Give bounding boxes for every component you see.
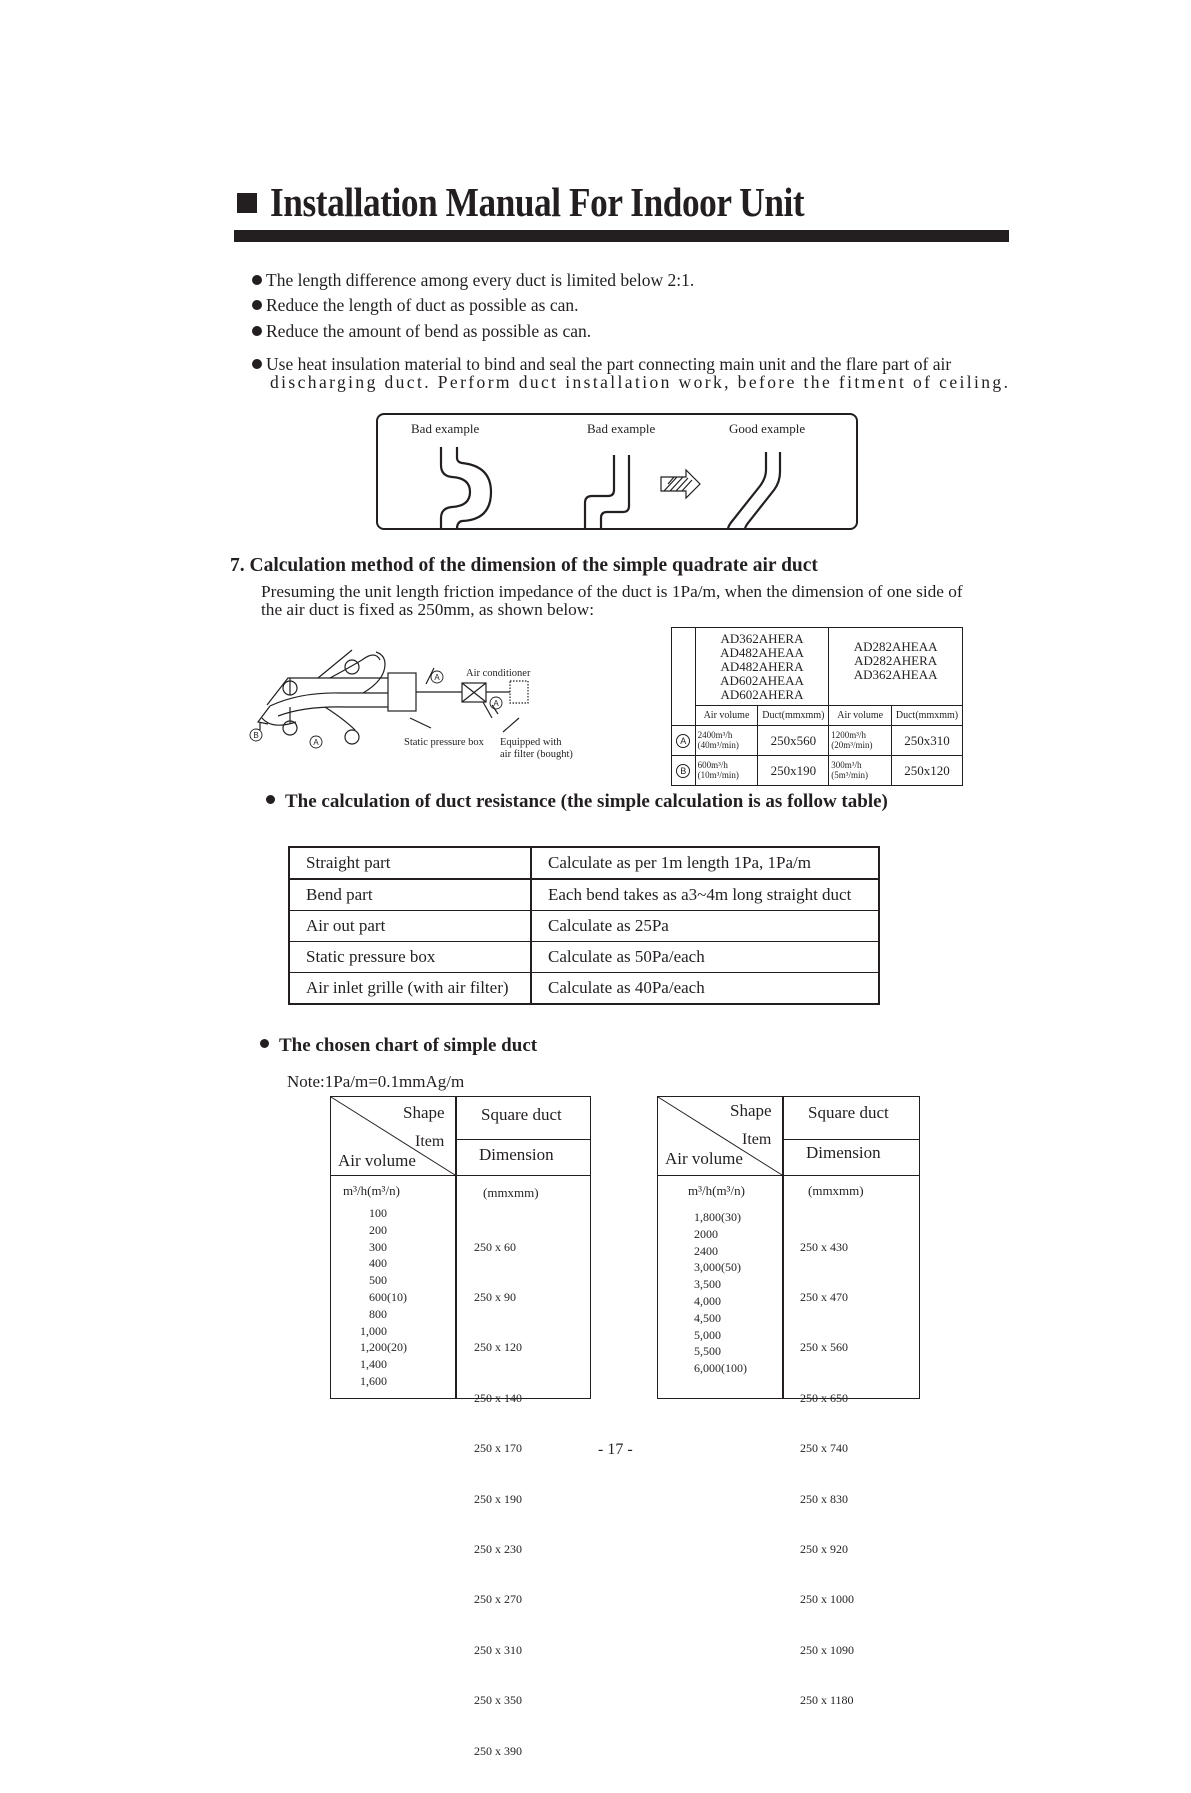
bullet-continuation: discharging duct. Perform duct installation work, before the fitment of ceiling. xyxy=(270,372,1011,392)
static-pressure-box-label: Static pressure box xyxy=(404,737,484,748)
list-item: 250 x 170 xyxy=(474,1441,522,1456)
list-item: 250 x 390 xyxy=(474,1743,522,1758)
list-item: 250 x 350 xyxy=(474,1693,522,1708)
list-item: 600(10) xyxy=(369,1289,407,1304)
bullet-item: The length difference among every duct is limited below 2:1. xyxy=(252,270,694,291)
resistance-table xyxy=(288,846,880,1005)
svg-text:A: A xyxy=(434,673,440,682)
list-item: 250 x 1180 xyxy=(800,1693,854,1708)
list-item: 250 x 920 xyxy=(800,1541,848,1556)
list-item: 800 xyxy=(369,1306,387,1321)
list-item: 3,000(50) xyxy=(694,1260,741,1275)
list-item: 250 x 560 xyxy=(800,1340,848,1355)
air-volume-column xyxy=(357,1205,407,1390)
list-item: 250 x 650 xyxy=(800,1390,848,1405)
list-item: 250 x 310 xyxy=(474,1642,522,1657)
bullet-dot-icon xyxy=(260,1039,269,1048)
table-row: Static pressure box Calculate as 50Pa/each xyxy=(289,942,879,973)
unit-left-label: m³/h(m³/n) xyxy=(343,1183,400,1198)
air-volume-label: Air volume xyxy=(665,1149,743,1168)
section-7-title: 7. Calculation method of the dimension of the simple quadrate air duct xyxy=(230,555,818,576)
bullet-dot-icon xyxy=(266,795,275,804)
dimension-label: Dimension xyxy=(479,1145,554,1164)
model-group-1: AD362AHERA AD482AHEAA AD482AHERA AD602AHEAA AD602AHERA xyxy=(695,628,829,706)
list-item: 250 x 1000 xyxy=(800,1592,854,1607)
list-item: 3,500 xyxy=(694,1277,721,1292)
bad-example-label-1: Bad example xyxy=(411,421,480,436)
dimension-label: Dimension xyxy=(806,1143,881,1162)
air-conditioner-label: Air conditioner xyxy=(466,668,531,679)
square-duct-label: Square duct xyxy=(481,1105,562,1124)
svg-text:B: B xyxy=(253,731,259,740)
list-item: 250 x 830 xyxy=(800,1491,848,1506)
page-number: - 17 - xyxy=(598,1441,633,1458)
bullet-item: Reduce the length of duct as possible as can. xyxy=(252,295,578,316)
list-item: 250 x 190 xyxy=(474,1491,522,1506)
table-row: Bend part Each bend takes as a3~4m long straight duct xyxy=(289,879,879,911)
bad-example-label-2: Bad example xyxy=(587,421,656,436)
list-item: 250 x 230 xyxy=(474,1541,522,1556)
shape-label: Shape xyxy=(730,1101,772,1120)
list-item: 6,000(100) xyxy=(694,1361,747,1376)
table-row: A 2400m³/h (40m³/min) 250x560 1200m³/h (20m³/min) 250x310 xyxy=(672,726,963,756)
list-item: 250 x 430 xyxy=(800,1239,848,1254)
table-row: Straight part Calculate as per 1m length 1Pa, 1Pa/m xyxy=(289,847,879,879)
table-row: B 600m³/h (10m³/min) 250x190 300m³/h (5m³/min) 250x120 xyxy=(672,756,963,786)
unit-note: Note:1Pa/m=0.1mmAg/m xyxy=(287,1072,465,1091)
air-filter-label: air filter (bought) xyxy=(500,749,573,760)
duct-chart-left xyxy=(330,1096,591,1758)
list-item: 100 xyxy=(369,1206,387,1220)
list-item: 4,000 xyxy=(694,1293,721,1308)
duct-chart-right xyxy=(657,1096,920,1708)
list-item: 250 x 120 xyxy=(474,1340,522,1355)
list-item: 1,000 xyxy=(360,1323,387,1338)
list-item: 1,400 xyxy=(360,1357,387,1372)
list-item: 500 xyxy=(369,1273,387,1288)
list-item: 250 x 140 xyxy=(474,1390,522,1405)
list-item: 250 x 60 xyxy=(474,1239,516,1254)
table-row: Air out part Calculate as 25Pa xyxy=(289,911,879,942)
list-item: 400 xyxy=(369,1256,387,1271)
list-item: 250 x 270 xyxy=(474,1592,522,1607)
square-duct-label: Square duct xyxy=(808,1103,889,1122)
section-7-paragraph-line-2: the air duct is fixed as 250mm, as shown below: xyxy=(261,600,595,619)
shape-label: Shape xyxy=(403,1103,445,1122)
equipped-label: Equipped with xyxy=(500,737,562,748)
list-item: 2400 xyxy=(694,1243,718,1258)
list-item: 4,500 xyxy=(694,1310,721,1325)
section-7-paragraph-line-1: Presuming the unit length friction impedance of the duct is 1Pa/m, when the dimension of one side of xyxy=(261,582,963,601)
list-item: 1,800(30) xyxy=(694,1210,741,1224)
list-item: 5,500 xyxy=(694,1344,721,1359)
bullet-item: Use heat insulation material to bind and seal the part connecting main unit and the flare part of air xyxy=(252,354,951,375)
table-row: Air inlet grille (with air filter) Calculate as 40Pa/each xyxy=(289,973,879,1005)
item-label: Item xyxy=(415,1133,445,1150)
resistance-heading: The calculation of duct resistance (the simple calculation is as follow table) xyxy=(266,791,888,813)
list-item: 2000 xyxy=(694,1226,718,1241)
dimension-column xyxy=(800,1205,854,1743)
list-item: 250 x 740 xyxy=(800,1441,848,1456)
list-item: 1,200(20) xyxy=(360,1340,407,1355)
model-duct-table: AD362AHERA AD482AHEAA AD482AHERA AD602AHEAA AD602AHERA AD282AHEAA AD282AHERA AD362AHEAA Air volume Duct(mmxmm) Air volume Duct(mmxmm) A 2400m³/h (40m³/min) 250x560 1200m³/h (20m³/min) 250x310 B 600m³/h (10m³/min) 250x190 300m³/h (5m³/min) 250x120 xyxy=(671,627,963,786)
unit-right-label: (mmxmm) xyxy=(483,1185,539,1200)
item-label: Item xyxy=(742,1131,772,1148)
svg-text:A: A xyxy=(493,699,499,708)
list-item: 1,600 xyxy=(360,1373,387,1388)
list-item: 5,000 xyxy=(694,1327,721,1342)
svg-text:A: A xyxy=(313,738,319,747)
page-title: Installation Manual For Indoor Unit xyxy=(270,179,805,225)
air-volume-column xyxy=(694,1209,747,1377)
list-item: 250 x 1090 xyxy=(800,1642,854,1657)
unit-left-label: m³/h(m³/n) xyxy=(688,1183,745,1198)
unit-right-label: (mmxmm) xyxy=(808,1183,864,1198)
list-item: 300 xyxy=(369,1239,387,1254)
list-item: 250 x 470 xyxy=(800,1289,848,1304)
bullet-item: Reduce the amount of bend as possible as can. xyxy=(252,321,591,342)
chosen-chart-heading: The chosen chart of simple duct xyxy=(260,1035,537,1057)
model-group-2: AD282AHEAA AD282AHERA AD362AHEAA xyxy=(829,628,963,706)
dimension-column xyxy=(474,1205,522,1793)
list-item: 250 x 90 xyxy=(474,1289,516,1304)
air-volume-label: Air volume xyxy=(338,1151,416,1170)
list-item: 200 xyxy=(369,1222,387,1237)
good-example-label: Good example xyxy=(729,421,806,436)
